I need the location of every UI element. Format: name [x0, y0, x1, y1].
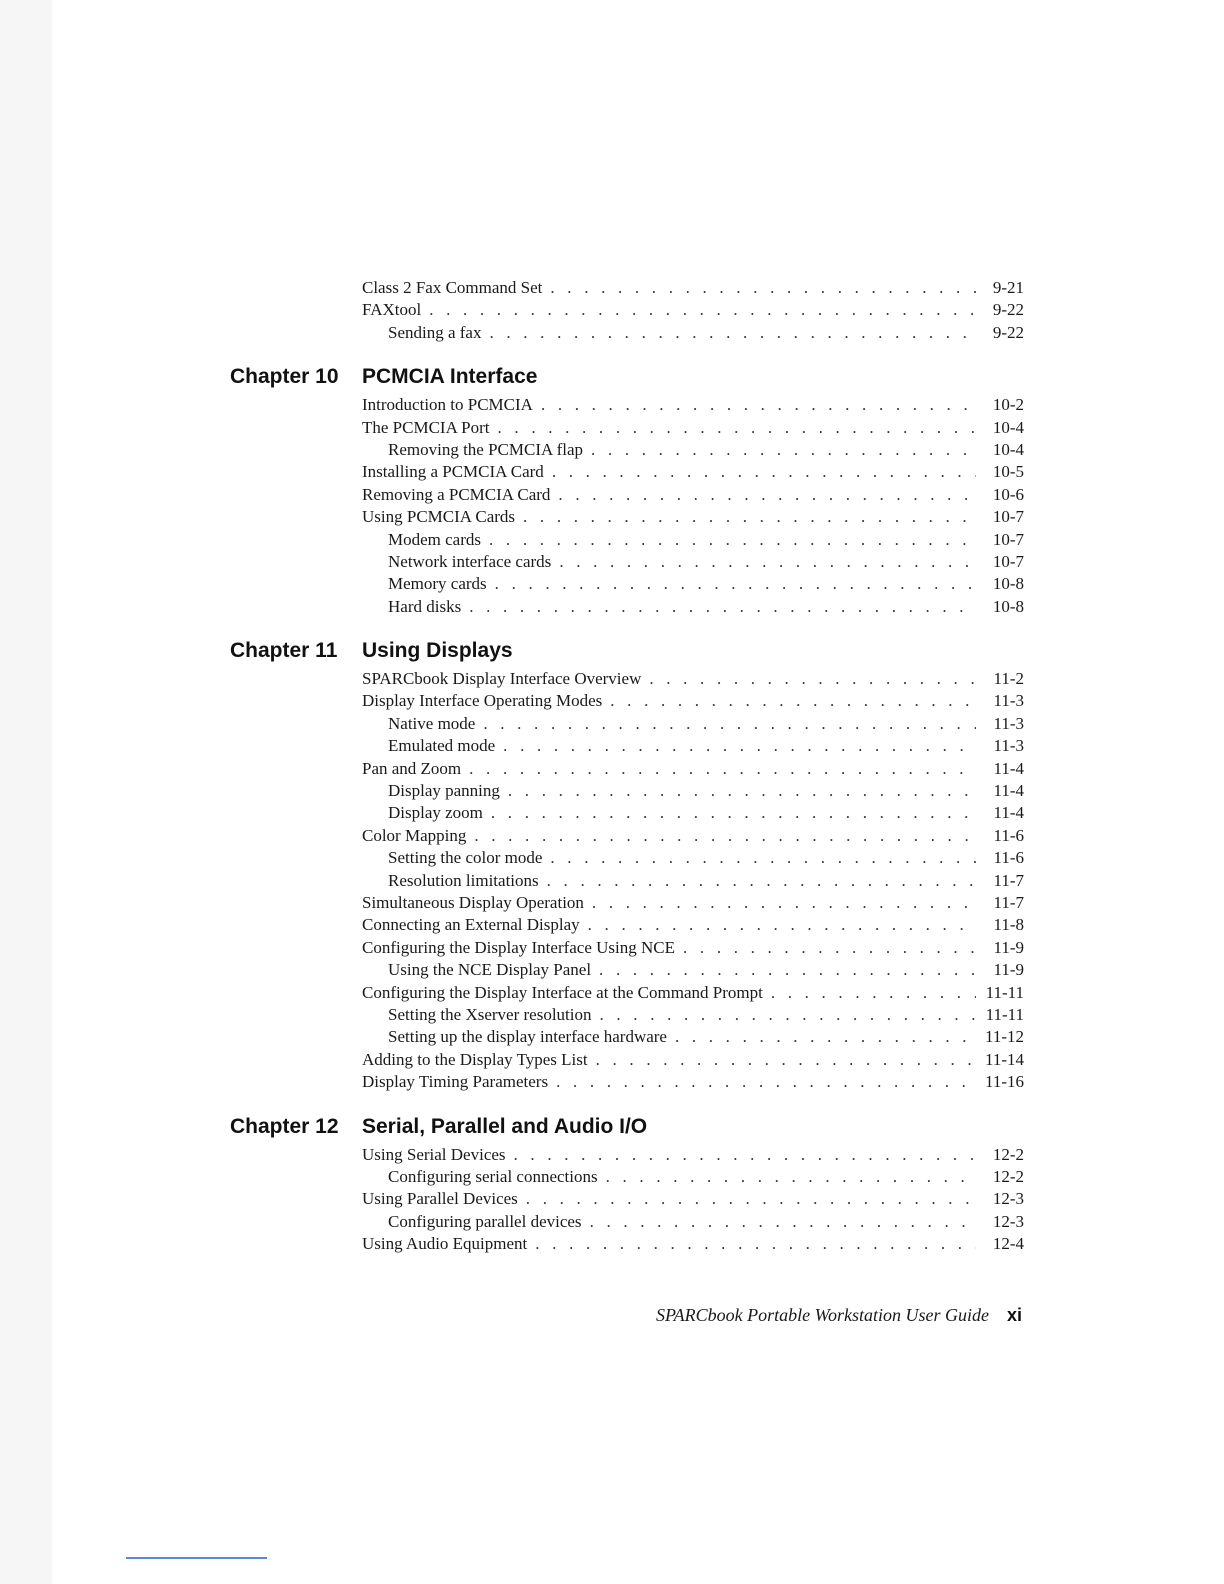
table-of-contents: [230, 278, 1030, 1256]
toc-subentry: [388, 1167, 1030, 1189]
toc-entry-title: Connecting an External Display: [362, 915, 580, 935]
toc-entry-page: 10-8: [992, 596, 1024, 616]
toc-entry-page: 10-5: [992, 462, 1024, 482]
toc-entry: [362, 1072, 1030, 1094]
chapter-heading: [230, 1115, 1030, 1145]
chapter-label: Chapter 12: [230, 1114, 339, 1138]
toc-entry-title: Using Audio Equipment: [362, 1234, 528, 1254]
toc-entry-title: Display Interface Operating Modes: [362, 691, 603, 711]
toc-entry-title: Memory cards: [388, 574, 487, 594]
toc-continued-entries: [230, 278, 1030, 345]
dot-leader: [559, 552, 976, 572]
dot-leader: [610, 691, 976, 711]
toc-entry-title: FAXtool: [362, 300, 422, 320]
toc-entry-page: 11-4: [993, 803, 1024, 823]
toc-entry-title: Removing the PCMCIA flap: [388, 439, 584, 459]
toc-subentry: [388, 803, 1030, 825]
toc-entry-page: 11-11: [985, 982, 1024, 1002]
toc-entry-title: Setting the Xserver resolution: [388, 1004, 592, 1024]
dot-leader: [503, 736, 976, 756]
chapter-heading: [230, 365, 1030, 395]
dot-leader: [474, 826, 976, 846]
dot-leader: [489, 530, 976, 550]
toc-entry-title: Pan and Zoom: [362, 758, 462, 778]
chapter-title: Serial, Parallel and Audio I/O: [362, 1114, 648, 1138]
toc-entry-title: Resolution limitations: [388, 870, 539, 890]
toc-entry: [362, 1145, 1030, 1167]
toc-entry-title: Using Parallel Devices: [362, 1189, 518, 1209]
toc-entry-page: 11-6: [993, 848, 1024, 868]
chapter-title: PCMCIA Interface: [362, 365, 538, 389]
dot-leader: [495, 574, 976, 594]
toc-entry-title: Hard disks: [388, 596, 462, 616]
toc-subentry: [388, 530, 1030, 552]
toc-chapters: [230, 365, 1030, 1256]
dot-leader: [523, 507, 976, 527]
toc-subentry: [388, 323, 1030, 345]
chapter-label: Chapter 10: [230, 365, 339, 389]
dot-leader: [600, 1005, 977, 1025]
toc-entry-page: 9-21: [992, 278, 1024, 297]
toc-entry-title: Using the NCE Display Panel: [388, 960, 592, 980]
toc-subentry: [388, 848, 1030, 870]
toc-entry-title: Display Timing Parameters: [362, 1072, 549, 1092]
dot-leader: [489, 323, 976, 343]
toc-entry-page: 10-4: [992, 439, 1024, 459]
dot-leader: [683, 938, 976, 958]
toc-entry-page: 11-12: [984, 1027, 1024, 1047]
page-footer: [656, 1305, 1022, 1326]
chapter-title: Using Displays: [362, 639, 513, 663]
toc-entry-page: 12-2: [992, 1166, 1024, 1186]
chapter-section: [230, 639, 1030, 1094]
toc-entry: [362, 983, 1030, 1005]
toc-entry-title: SPARCbook Display Interface Overview: [362, 669, 642, 689]
toc-entry-page: 11-14: [984, 1049, 1024, 1069]
dot-leader: [547, 871, 976, 891]
toc-entry-title: Configuring parallel devices: [388, 1211, 582, 1231]
toc-entry-page: 11-11: [985, 1004, 1024, 1024]
dot-leader: [606, 1167, 976, 1187]
toc-entry-page: 12-3: [992, 1211, 1024, 1231]
toc-entry: [362, 915, 1030, 937]
toc-entry-page: 10-7: [992, 507, 1024, 527]
dot-leader: [675, 1027, 976, 1047]
dot-leader: [596, 1050, 976, 1070]
toc-entry-title: Using PCMCIA Cards: [362, 507, 516, 527]
toc-entry-page: 11-2: [993, 669, 1024, 689]
dot-leader: [590, 1212, 976, 1232]
toc-entry-title: Display zoom: [388, 803, 483, 823]
dot-leader: [491, 803, 976, 823]
toc-entry-page: 10-2: [992, 395, 1024, 415]
toc-entry-title: Configuring the Display Interface Using NCE: [362, 937, 676, 957]
dot-leader: [771, 983, 976, 1003]
toc-entry-title: Modem cards: [388, 529, 482, 549]
toc-entry-title: Setting the color mode: [388, 848, 543, 868]
toc-subentry: [388, 781, 1030, 803]
toc-entry-page: 9-22: [992, 322, 1024, 342]
dot-leader: [514, 1145, 976, 1165]
toc-subentry: [388, 440, 1030, 462]
toc-subentry: [388, 1005, 1030, 1027]
dot-leader: [592, 893, 976, 913]
toc-entry-page: 11-6: [993, 825, 1024, 845]
scan-margin-shade: [0, 0, 52, 1584]
toc-entry-page: 11-9: [993, 937, 1024, 957]
toc-entry: [362, 418, 1030, 440]
toc-subentry: [388, 960, 1030, 982]
dot-leader: [535, 1234, 976, 1254]
chapter-section: [230, 1115, 1030, 1257]
footer-page-number: xi: [1006, 1305, 1022, 1325]
toc-entry-title: Configuring serial connections: [388, 1166, 598, 1186]
dot-leader: [588, 915, 976, 935]
toc-entry-page: 12-2: [992, 1144, 1024, 1164]
dot-leader: [526, 1189, 976, 1209]
toc-entry-page: 12-4: [992, 1234, 1024, 1254]
toc-subentry: [388, 871, 1030, 893]
toc-entry: [362, 485, 1030, 507]
toc-entry-title: Network interface cards: [388, 551, 552, 571]
dot-leader: [483, 714, 976, 734]
toc-subentry: [388, 552, 1030, 574]
toc-entry-title: Removing a PCMCIA Card: [362, 484, 551, 504]
toc-entry-page: 11-9: [993, 960, 1024, 980]
toc-entry-page: 10-6: [992, 484, 1024, 504]
chapter-label: Chapter 11: [230, 639, 338, 663]
dot-leader: [591, 440, 976, 460]
toc-entry-title: Configuring the Display Interface at the Command Prompt: [362, 982, 763, 1002]
toc-entry: [362, 1234, 1030, 1256]
toc-entry-page: 12-3: [992, 1189, 1024, 1209]
toc-entry-page: 10-8: [992, 574, 1024, 594]
toc-entry: [362, 1050, 1030, 1072]
toc-entry: [362, 1189, 1030, 1211]
dot-leader: [508, 781, 976, 801]
toc-entry-page: 11-3: [993, 736, 1024, 756]
toc-entry-title: Using Serial Devices: [362, 1144, 506, 1164]
toc-entry: [362, 826, 1030, 848]
toc-subentry: [388, 714, 1030, 736]
dot-leader: [552, 462, 976, 482]
toc-entry-page: 11-7: [993, 870, 1024, 890]
chapter-heading: [230, 639, 1030, 669]
dot-leader: [558, 485, 976, 505]
dot-leader: [469, 597, 976, 617]
toc-subentry: [388, 574, 1030, 596]
toc-entry: [362, 300, 1030, 322]
toc-entry-page: 11-3: [993, 691, 1024, 711]
toc-entry-page: 11-8: [993, 915, 1024, 935]
dot-leader: [541, 395, 976, 415]
toc-entry: [362, 759, 1030, 781]
toc-subentry: [388, 597, 1030, 619]
toc-entry-page: 9-22: [992, 300, 1024, 320]
toc-entry: [362, 669, 1030, 691]
toc-entry-title: Setting up the display interface hardware: [388, 1027, 667, 1047]
toc-entry: [362, 691, 1030, 713]
toc-entry-page: 11-3: [993, 713, 1024, 733]
dot-leader: [599, 960, 976, 980]
chapter-section: [230, 365, 1030, 619]
dot-leader: [556, 1072, 976, 1092]
toc-entry-title: The PCMCIA Port: [362, 417, 490, 437]
toc-entry-page: 10-7: [992, 551, 1024, 571]
toc-entry-page: 11-4: [993, 758, 1024, 778]
toc-entry-title: Emulated mode: [388, 736, 496, 756]
toc-entry-title: Introduction to PCMCIA: [362, 395, 533, 415]
toc-entry-title: Simultaneous Display Operation: [362, 892, 584, 912]
footer-book-title: SPARCbook Portable Workstation User Guide: [656, 1305, 989, 1325]
toc-entry: [362, 278, 1030, 300]
toc-entry-title: Adding to the Display Types List: [362, 1049, 588, 1069]
toc-entry-page: 10-4: [992, 417, 1024, 437]
dot-leader: [469, 759, 976, 779]
toc-entry-title: Color Mapping: [362, 825, 467, 845]
dot-leader: [429, 300, 976, 320]
toc-entry-page: 10-7: [992, 529, 1024, 549]
toc-entry-title: Display panning: [388, 781, 500, 801]
toc-entry-title: Sending a fax: [388, 322, 482, 342]
toc-entry-page: 11-7: [993, 892, 1024, 912]
toc-entry-title: Class 2 Fax Command Set: [362, 278, 543, 297]
toc-subentry: [388, 1212, 1030, 1234]
bottom-rule-line: [126, 1557, 267, 1559]
toc-subentry: [388, 1027, 1030, 1049]
toc-entry-title: Native mode: [388, 713, 476, 733]
dot-leader: [649, 669, 976, 689]
toc-entry-page: 11-16: [984, 1072, 1024, 1092]
dot-leader: [550, 278, 976, 298]
toc-entry: [362, 395, 1030, 417]
toc-entry: [362, 893, 1030, 915]
toc-subentry: [388, 736, 1030, 758]
dot-leader: [550, 848, 976, 868]
toc-entry: [362, 938, 1030, 960]
toc-entry: [362, 462, 1030, 484]
toc-entry: [362, 507, 1030, 529]
toc-entry-page: 11-4: [993, 781, 1024, 801]
toc-entry-title: Installing a PCMCIA Card: [362, 462, 544, 482]
dot-leader: [498, 418, 976, 438]
